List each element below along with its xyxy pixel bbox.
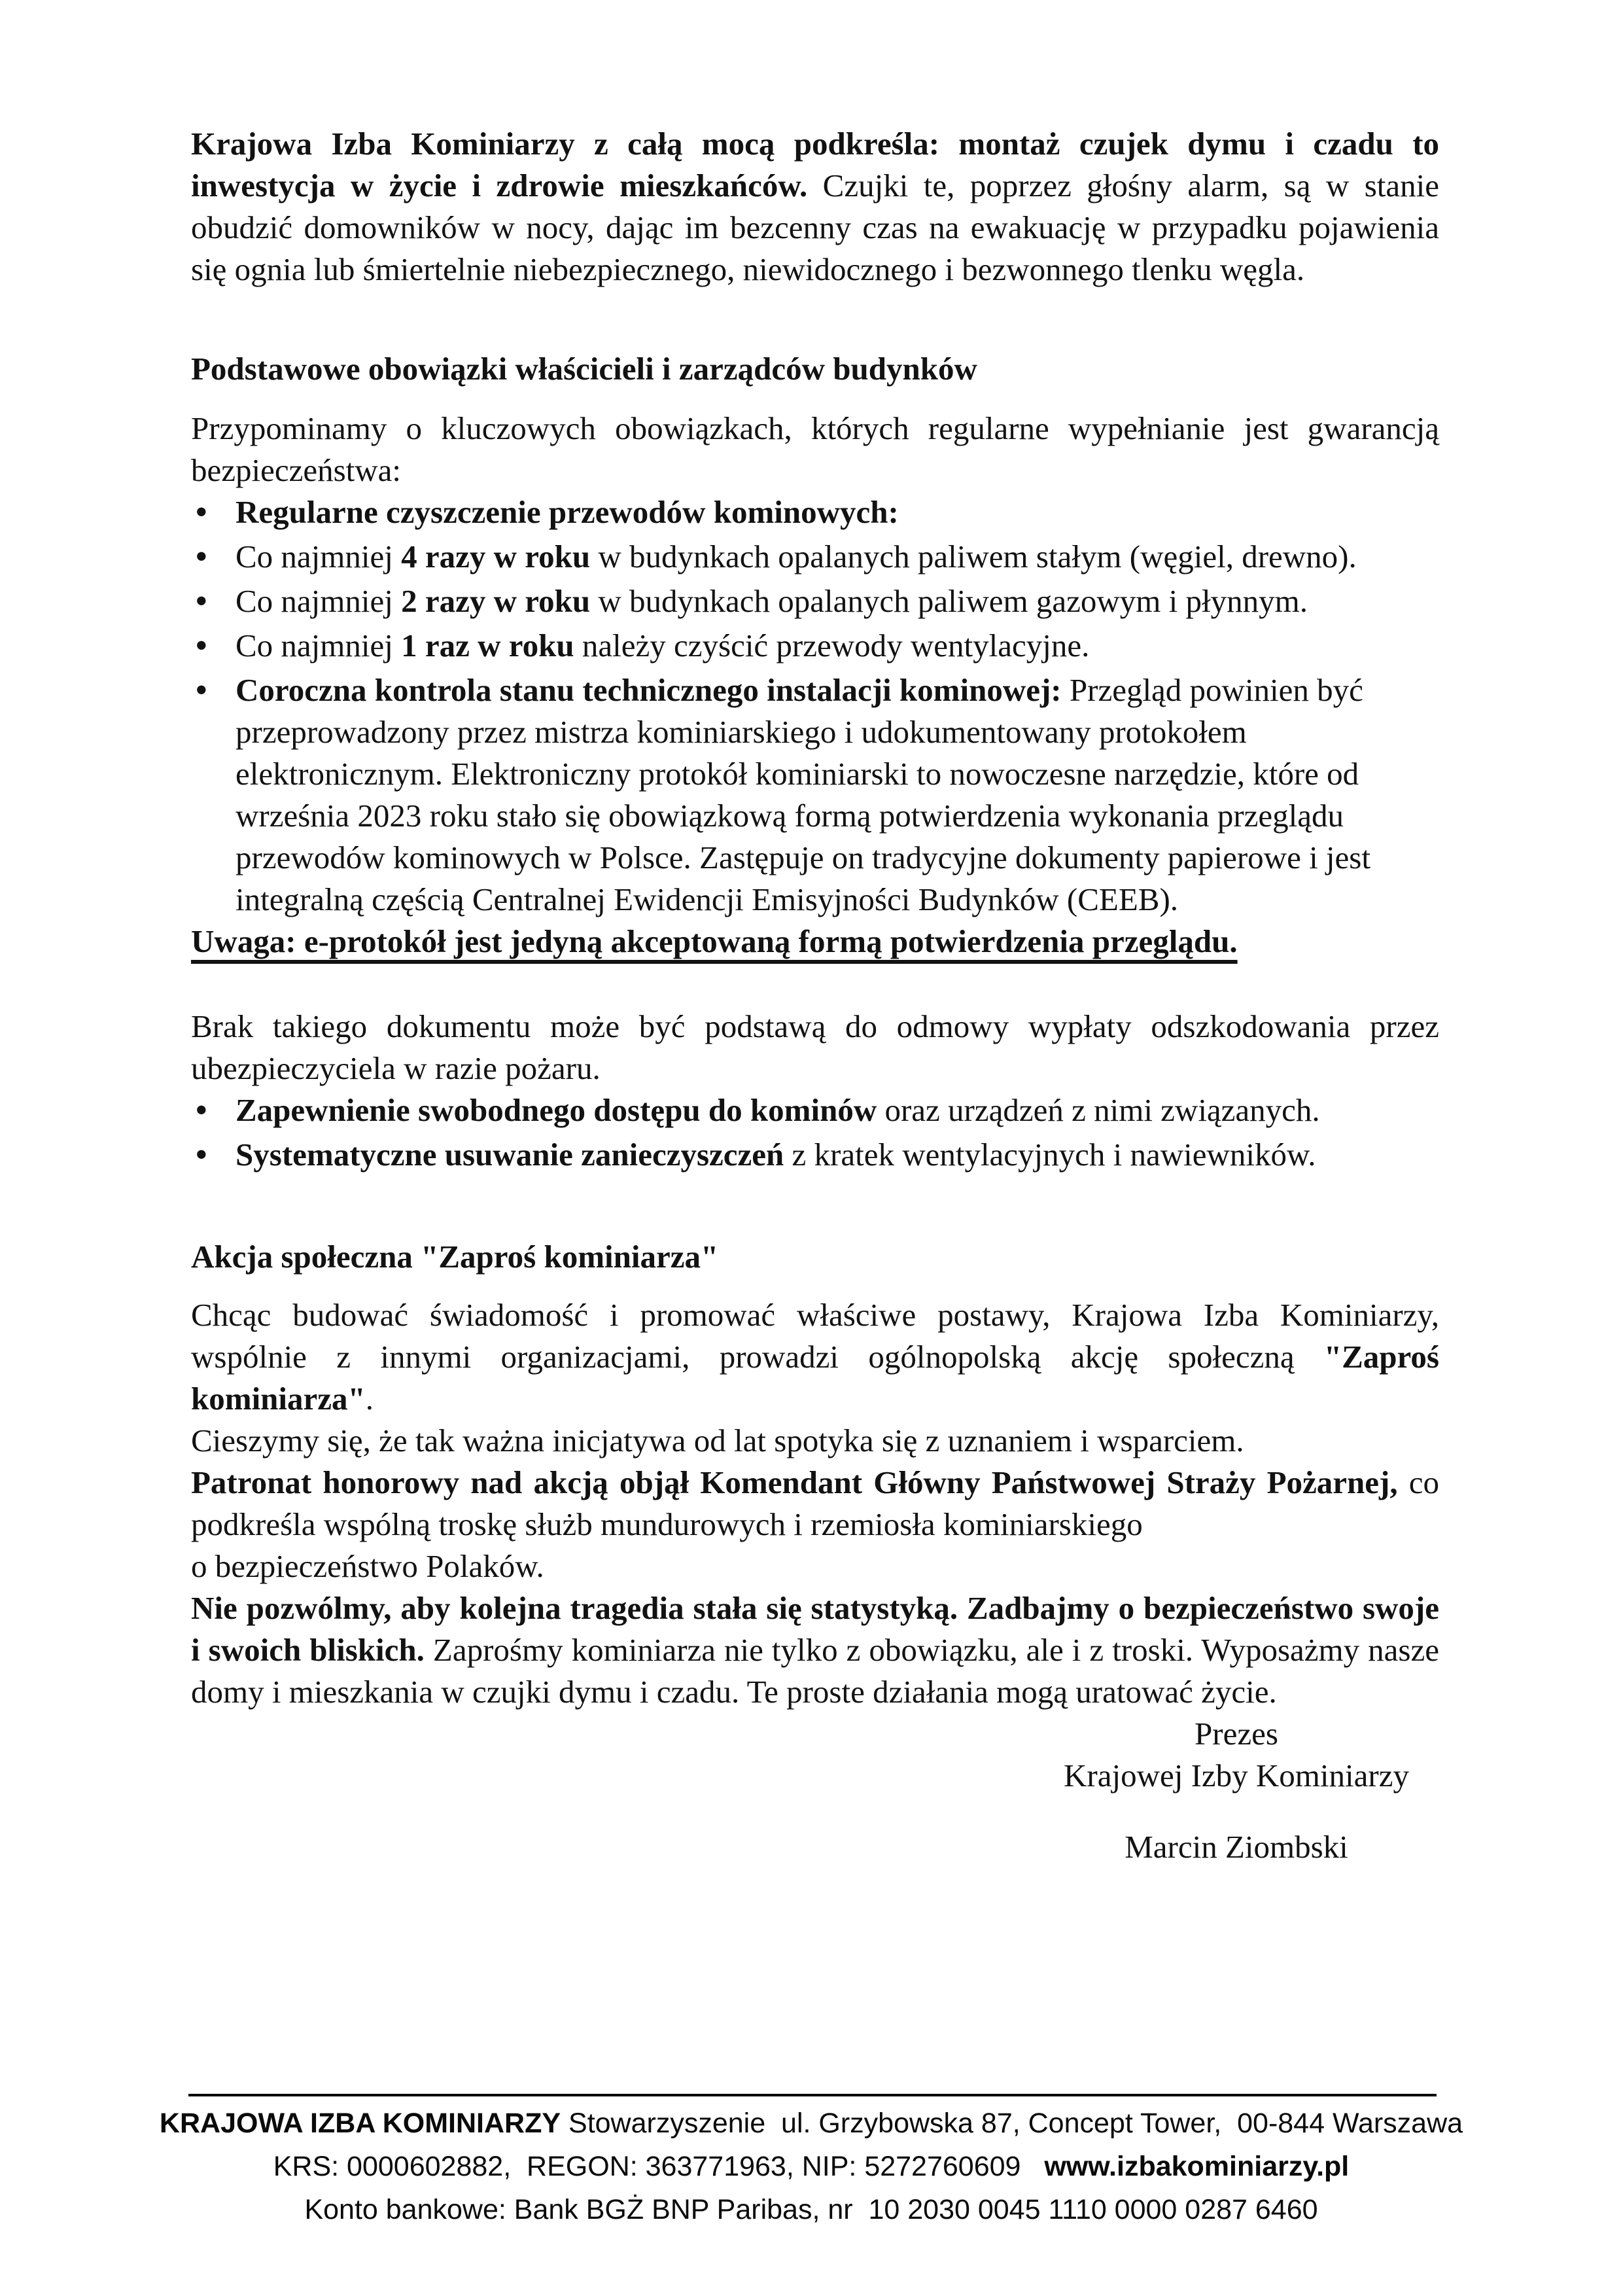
- intro-paragraph: [191, 123, 1439, 291]
- bullet-list-item: [191, 669, 1439, 921]
- footer: [157, 2102, 1465, 2231]
- text-run: Stowarzyszenie ul. Grzybowska 87, Concept Tower, 00-844 Warszawa: [561, 2108, 1463, 2139]
- text-run-bold: www.izbakominiarzy.pl: [1044, 2151, 1350, 2182]
- text-run: z kratek wentylacyjnych i nawiewników.: [784, 1137, 1316, 1173]
- section-heading-campaign: Akcja społeczna "Zaproś kominiarza": [191, 1239, 719, 1275]
- signature-organization: Krajowej Izby Kominiarzy: [1064, 1757, 1409, 1793]
- text-run: w budynkach opalanych paliwem stałym (węgiel, drewno).: [590, 539, 1357, 574]
- text-run: należy czyścić przewody wentylacyjne.: [574, 627, 1090, 663]
- text-run: co podkreśla wspólną troskę służb mundurowych i rzemiosła kominiarskiego: [191, 1464, 1439, 1542]
- text-run-bold: Zapewnienie swobodnego dostępu do kominów: [236, 1092, 877, 1128]
- bullet-list-item: [191, 625, 1439, 667]
- bullet-list-item: [191, 536, 1439, 578]
- text-run: Co najmniej: [236, 627, 402, 663]
- text-run-bold: Systematyczne usuwanie zanieczyszczeń: [236, 1137, 784, 1173]
- text-run-bold: Nie pozwólmy, aby kolejna tragedia stała się statystyką. Zadbajmy o bezpieczeństwo swoje i swoich bliskich.: [191, 1590, 1439, 1668]
- text-run: Zaprośmy kominiarza nie tylko z obowiązku, ale i z troski. Wyposażmy nasze domy i mieszkania w czujki dymu i czadu. Te proste działania mogą uratować życie.: [191, 1632, 1439, 1710]
- signature-title: Prezes: [1195, 1716, 1278, 1752]
- footer-bank-line: Konto bankowe: Bank BGŻ BNP Paribas, nr 10 2030 0045 1110 0000 0287 6460: [304, 2194, 1318, 2225]
- bullet-list-item: [191, 491, 1439, 533]
- text-run: w budynkach opalanych paliwem gazowym i płynnym.: [590, 583, 1308, 619]
- access-bullet-list: [191, 1089, 1439, 1176]
- text-run-bold: 1 raz w roku: [401, 627, 574, 663]
- text-run-bold: Krajowa Izba Kominiarzy z całą mocą podkreśla: montaż czujek dymu i czadu to inwestycja w życie i zdrowie mieszkańców.: [191, 126, 1439, 203]
- text-run: .: [365, 1381, 374, 1417]
- text-run-bold: Coroczna kontrola stanu technicznego instalacji kominowej:: [236, 672, 1062, 708]
- text-run-bold: 2 razy w roku: [401, 583, 591, 619]
- text-run: o bezpieczeństwo Polaków.: [191, 1548, 544, 1584]
- footer-registration-line: [157, 2145, 1465, 2188]
- text-run-bold: 4 razy w roku: [401, 539, 591, 574]
- text-run: Co najmniej: [236, 539, 402, 574]
- initiative-paragraph: Cieszymy się, że tak ważna inicjatywa od lat spotyka się z uznaniem i wsparciem.: [191, 1422, 1244, 1458]
- text-run: Przegląd powinien być przeprowadzony przez mistrza kominiarskiego i udokumentowany protokołem elektronicznym. Elektroniczny protokół kominiarski to nowoczesne narzędzie, które od września 2023 roku stało się obowiązkową formą potwierdzenia wykonania przeglądu przewodów kominowych w Polsce. Zastępuje on tradycyjne dokumenty papierowe i jest integralną częścią Centralnej Ewidencji Emisyjności Budynków (CEEB).: [236, 672, 1370, 917]
- insurance-paragraph: Brak takiego dokumentu może być podstawą do odmowy wypłaty odszkodowania przez ubezpieczyciela w razie pożaru.: [191, 1008, 1439, 1086]
- footer-address-line: [157, 2102, 1465, 2145]
- patronage-paragraph: [191, 1462, 1439, 1587]
- appeal-paragraph: [191, 1587, 1439, 1713]
- bullet-list-item: [191, 1089, 1439, 1131]
- bullet-list-item: [191, 580, 1439, 622]
- text-run: Chcąc budować świadomość i promować właściwe postawy, Krajowa Izba Kominiarzy, wspólnie z innymi organizacjami, prowadzi ogólnopolską akcję społeczną: [191, 1297, 1439, 1375]
- text-run: Czujki te, poprzez głośny alarm, są w stanie obudzić domowników w nocy, dając im bezcenny czas na ewakuację w przypadku pojawienia się ognia lub śmiertelnie niebezpiecznego, niewidocznego i bezwonnego tlenku węgla.: [191, 168, 1439, 287]
- obligations-intro-paragraph: Przypominamy o kluczowych obowiązkach, których regularne wypełnianie jest gwarancją bezpieczeństwa:: [191, 410, 1439, 488]
- campaign-paragraph: [191, 1294, 1439, 1420]
- signature-name: Marcin Ziombski: [1125, 1829, 1348, 1865]
- document-body: [191, 123, 1439, 1868]
- bullet-list-item: [191, 1134, 1439, 1176]
- warning-line: Uwaga: e-protokół jest jedyną akceptowaną formą potwierdzenia przeglądu.: [191, 923, 1238, 959]
- signature-block: [988, 1713, 1485, 1868]
- text-run: oraz urządzeń z nimi związanych.: [877, 1092, 1320, 1128]
- footer-divider: [188, 2094, 1437, 2096]
- text-run-bold: Regularne czyszczenie przewodów kominowych:: [236, 494, 899, 530]
- text-run: Co najmniej: [236, 583, 402, 619]
- obligations-bullet-list: [191, 491, 1439, 921]
- text-run-bold: Patronat honorowy nad akcją objął Komendant Główny Państwowej Straży Pożarnej,: [191, 1464, 1398, 1500]
- text-run-bold: KRAJOWA IZBA KOMINIARZY: [159, 2108, 561, 2139]
- text-run: KRS: 0000602882, REGON: 363771963, NIP: 5272760609: [273, 2151, 1045, 2182]
- text-run-bold: "Zaproś kominiarza": [191, 1339, 1439, 1417]
- section-heading-obligations: Podstawowe obowiązki właścicieli i zarządców budynków: [191, 351, 977, 387]
